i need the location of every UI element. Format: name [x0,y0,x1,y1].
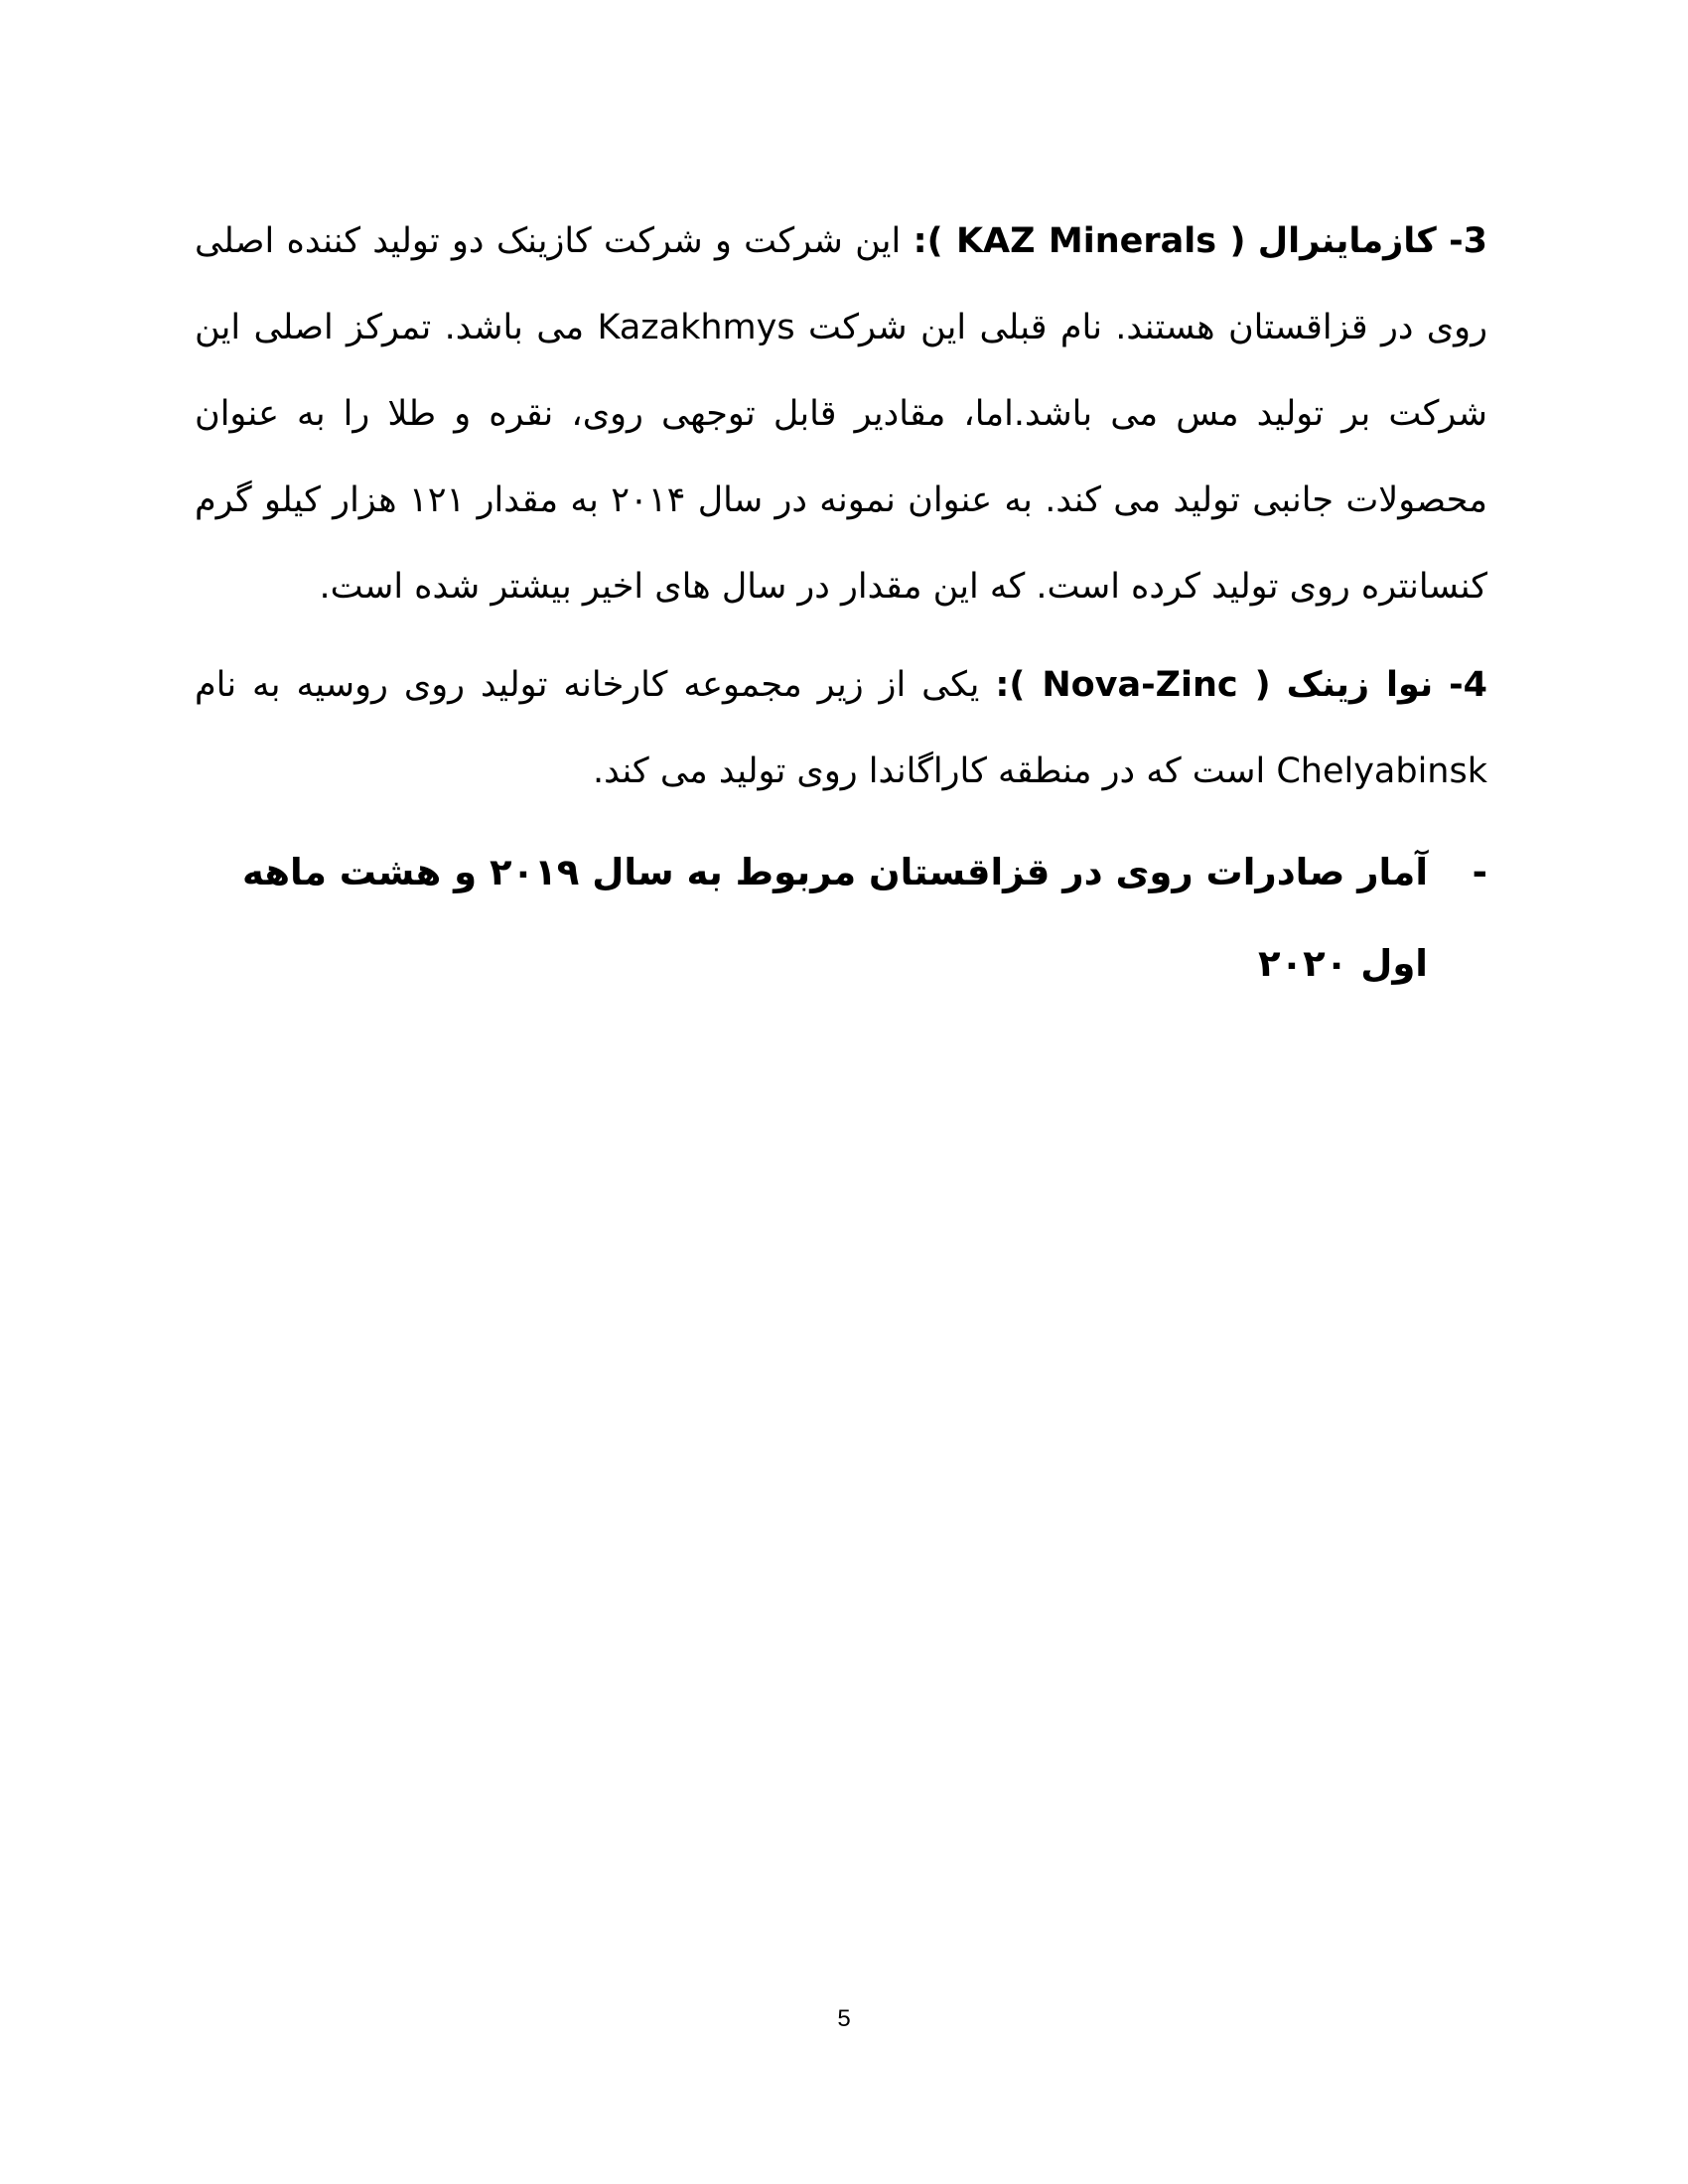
heading-dash: - [1472,851,1487,893]
nova-number: 4- [1449,665,1487,705]
kaz-latin-name: ( KAZ Minerals ) [926,221,1246,261]
page-content [195,199,1487,1010]
nova-body-2: است که در منطقه کاراگاندا روی تولید می کند. [593,751,1277,791]
kaz-number: 3- [1449,221,1487,261]
paragraph-nova-zinc [195,642,1487,815]
kaz-title: کازماینرال [1257,221,1437,261]
paragraph-kaz-minerals [195,199,1487,630]
section-heading [195,827,1487,1010]
kaz-body-1: این شرکت و شرکت کازینک دو تولید کننده اصلی روی در قزاقستان هستند. نام قبلی این شرکت [195,221,1487,347]
nova-city: Chelyabinsk [1276,751,1487,791]
nova-title: نوا زینک [1286,665,1434,705]
page-number: 5 [837,2005,851,2032]
nova-latin-name: ( Nova-Zinc ) [1009,665,1271,705]
kaz-colon: : [913,221,927,261]
nova-body-1: یکی از زیر مجموعه کارخانه تولید روی روسیه به نام [195,665,996,705]
heading-text: آمار صادرات روی در قزاقستان مربوط به سال ۲۰۱۹ و هشت ماهه اول ۲۰۲۰ [241,851,1428,985]
nova-colon: : [995,665,1010,705]
kaz-former-name: Kazakhmys [597,308,795,347]
kaz-body-2: می باشد. تمرکز اصلی این شرکت بر تولید مس می باشد.اما، مقادیر قابل توجهی روی، نقره و طلا را به عنوان محصولات جانبی تولید می کند. به عنوان نمونه در سال ۲۰۱۴ به مقدار ۱۲۱ هزار کیلو گرم کنسانتره روی تولید کرده است. که این مقدار در سال های اخیر بیشتر شده است. [195,308,1488,607]
